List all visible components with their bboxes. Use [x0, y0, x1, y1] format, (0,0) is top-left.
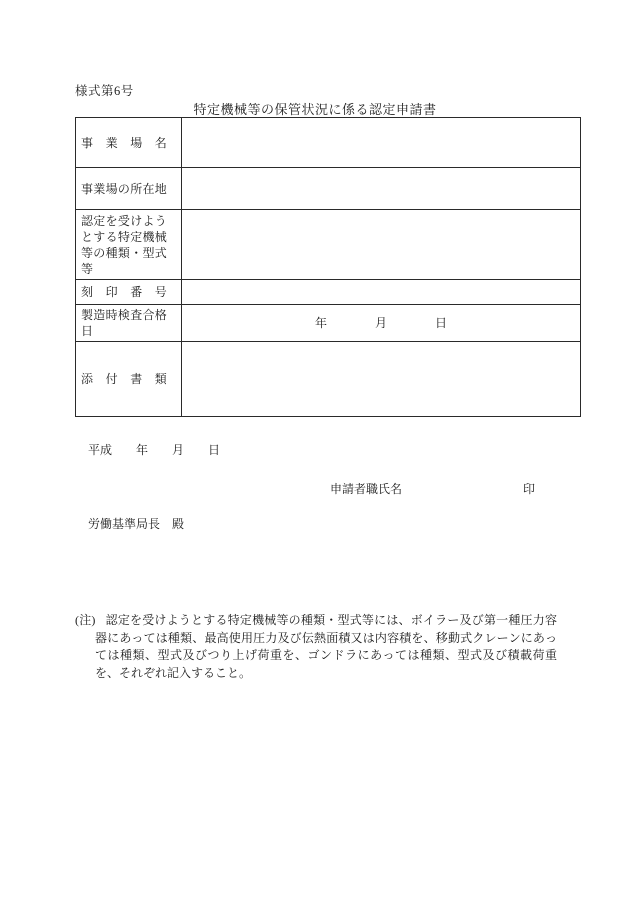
seal-mark: 印 — [523, 482, 536, 496]
table-row — [76, 118, 581, 168]
form-number: 様式第6号 — [75, 84, 134, 98]
field-label-business-name: 事 業 場 名 — [76, 118, 182, 168]
field-value-stamp-number — [182, 280, 581, 305]
field-value-machine-type — [182, 210, 581, 280]
table-row — [76, 305, 581, 342]
footnote-prefix: (注) — [75, 613, 96, 627]
document-title: 特定機械等の保管状況に係る認定申請書 — [193, 102, 437, 117]
table-row — [76, 342, 581, 417]
footnote-body: 認定を受けようとする特定機械等の種類・型式等には、ボイラー及び第一種圧力容器にあっては種類、最高使用圧力及び伝熱面積又は内容積を、移動式クレーンにあっては種類、型式及びつり上げ荷重を、ゴンドラにあっては種類、型式及び積載荷重を、それぞれ記入すること。 — [95, 613, 557, 680]
table-row — [76, 210, 581, 280]
field-label-attached-documents: 添 付 書 類 — [76, 342, 182, 417]
field-label-business-address: 事業場の所在地 — [76, 168, 182, 210]
field-value-business-name — [182, 118, 581, 168]
field-label-machine-type: 認定を受けようとする特定機械等の種類・型式等 — [76, 210, 182, 280]
application-form-table — [75, 117, 581, 417]
field-label-inspection-pass-date: 製造時検査合格日 — [76, 305, 182, 342]
field-value-inspection-pass-date: 年 月 日 — [182, 305, 581, 342]
applicant-name-label: 申請者職氏名 — [330, 482, 403, 496]
footnote — [75, 612, 557, 682]
submission-date-line: 平成 年 月 日 — [88, 443, 221, 457]
field-label-stamp-number: 刻 印 番 号 — [76, 280, 182, 305]
table-row — [76, 168, 581, 210]
addressee-line: 労働基準局長 殿 — [88, 517, 185, 531]
field-value-business-address — [182, 168, 581, 210]
field-value-attached-documents — [182, 342, 581, 417]
table-row — [76, 280, 581, 305]
